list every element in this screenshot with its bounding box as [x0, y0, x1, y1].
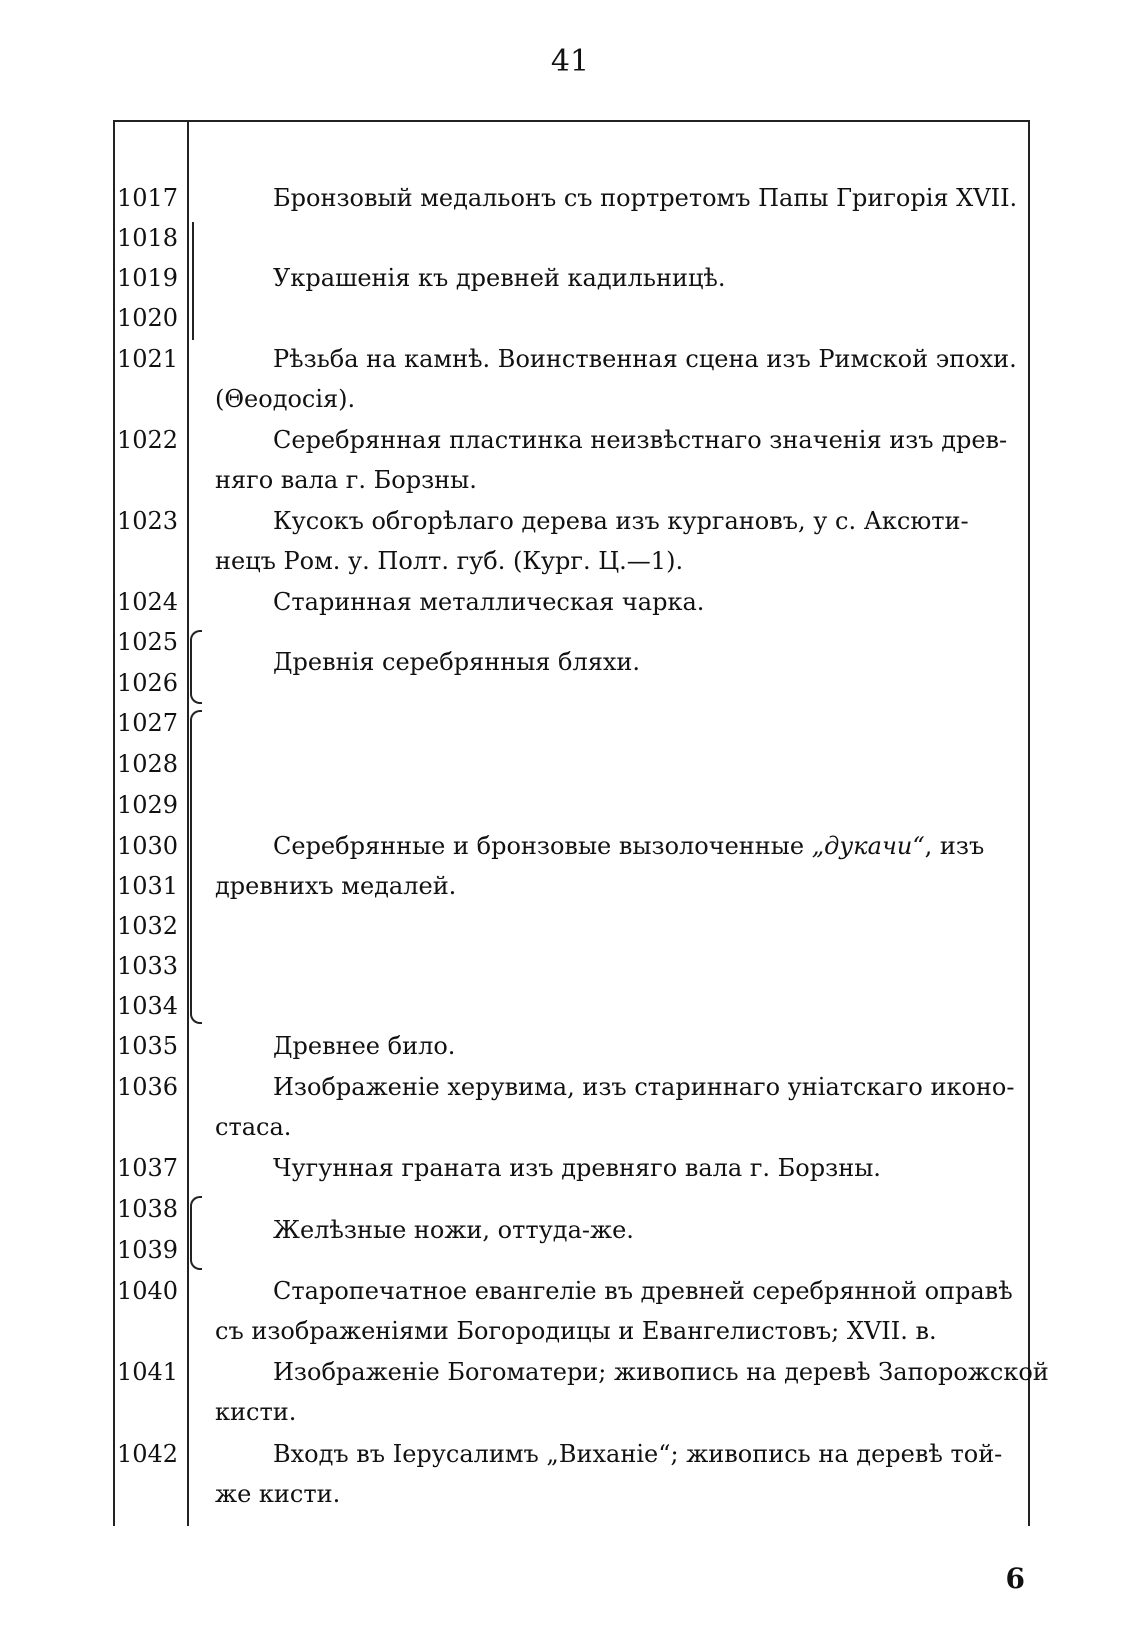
- entry-number: 1018: [117, 224, 179, 252]
- entry-number: 1037: [117, 1154, 179, 1182]
- entry-number: 1024: [117, 588, 179, 616]
- entry-number: 1041: [117, 1358, 179, 1386]
- entry-description: Древнее било.: [273, 1032, 456, 1060]
- entry-description: Серебрянная пластинка неизвѣстнаго значенія изъ древ-: [273, 426, 1008, 454]
- entry-description: Бронзовый медальонъ съ портретомъ Папы Григорія XVII.: [273, 184, 1018, 212]
- entry-description-continued: съ изображеніями Богородицы и Евангелистовъ; XVII. в.: [215, 1317, 937, 1345]
- group-brace-1025-1026: [190, 630, 202, 704]
- entry-number: 1035: [117, 1032, 179, 1060]
- entry-description: Кусокъ обгорѣлаго дерева изъ кургановъ, у с. Аксюти-: [273, 507, 969, 535]
- entry-number: 1038: [117, 1195, 179, 1223]
- entry-number: 1022: [117, 426, 179, 454]
- page-number: 41: [550, 44, 590, 79]
- entry-description: Старопечатное евангеліе въ древней серебрянной оправѣ: [273, 1277, 1013, 1305]
- entry-description-continued: нецъ Ром. у. Полт. губ. (Кург. Ц.—1).: [215, 547, 684, 575]
- right-border-rule: [1028, 120, 1030, 1526]
- entry-number: 1040: [117, 1277, 179, 1305]
- entry-number: 1020: [117, 304, 179, 332]
- entry-description-continued: (Θеодосія).: [215, 385, 356, 413]
- entry-description-continued: кисти.: [215, 1398, 297, 1426]
- signature-mark: 6: [1005, 1562, 1025, 1595]
- entry-description-continued: древнихъ медалей.: [215, 872, 457, 900]
- entry-description: Рѣзьба на камнѣ. Воинственная сцена изъ Римской эпохи.: [273, 345, 1017, 373]
- entry-number: 1034: [117, 992, 179, 1020]
- entry-description-continued: же кисти.: [215, 1480, 341, 1508]
- entry-number: 1036: [117, 1073, 179, 1101]
- entry-number: 1021: [117, 345, 179, 373]
- dukachi-term: „дукачи“: [811, 832, 925, 860]
- entry-number: 1039: [117, 1236, 179, 1264]
- group-brace-1027-1034: [190, 710, 202, 1024]
- group-bracket-1018-1020: [192, 222, 194, 340]
- entry-description: Украшенія къ древней кадильницѣ.: [273, 264, 726, 292]
- entry-description: Входъ въ Іерусалимъ „Виханіе“; живопись на деревѣ той-: [273, 1440, 1003, 1468]
- entry-number: 1023: [117, 507, 179, 535]
- entry-description: [215, 826, 1005, 866]
- table-top-rule: [113, 120, 1028, 122]
- entry-description-continued: стаса.: [215, 1113, 292, 1141]
- entry-number: 1026: [117, 669, 179, 697]
- entry-number: 1030: [117, 832, 179, 860]
- entry-description-continued: няго вала г. Борзны.: [215, 466, 477, 494]
- entry-description: Изображеніе херувима, изъ стариннаго уніатскаго иконо-: [273, 1073, 1015, 1101]
- number-column-rule: [187, 120, 189, 1526]
- entry-number: 1029: [117, 791, 179, 819]
- entry-description: Изображеніе Богоматери; живопись на деревѣ Запорожской: [273, 1358, 1049, 1386]
- entry-number: 1033: [117, 952, 179, 980]
- entry-number: 1042: [117, 1440, 179, 1468]
- entry-number: 1031: [117, 872, 179, 900]
- entry-description: Древнія серебрянныя бляхи.: [273, 648, 641, 676]
- entry-description: Старинная металлическая чарка.: [273, 588, 705, 616]
- entry-number: 1032: [117, 912, 179, 940]
- entry-description: Желѣзные ножи, оттуда-же.: [273, 1216, 634, 1244]
- entry-number: 1019: [117, 264, 179, 292]
- group-brace-1038-1039: [190, 1196, 202, 1270]
- left-border-rule: [113, 120, 115, 1526]
- entry-number: 1028: [117, 750, 179, 778]
- entry-description-text: , изъ: [924, 832, 985, 860]
- entry-description-text: Серебрянные и бронзовые вызолоченные: [273, 832, 812, 860]
- entry-description: Чугунная граната изъ древняго вала г. Борзны.: [273, 1154, 881, 1182]
- entry-number: 1027: [117, 709, 179, 737]
- entry-number: 1025: [117, 628, 179, 656]
- entry-number: 1017: [117, 184, 179, 212]
